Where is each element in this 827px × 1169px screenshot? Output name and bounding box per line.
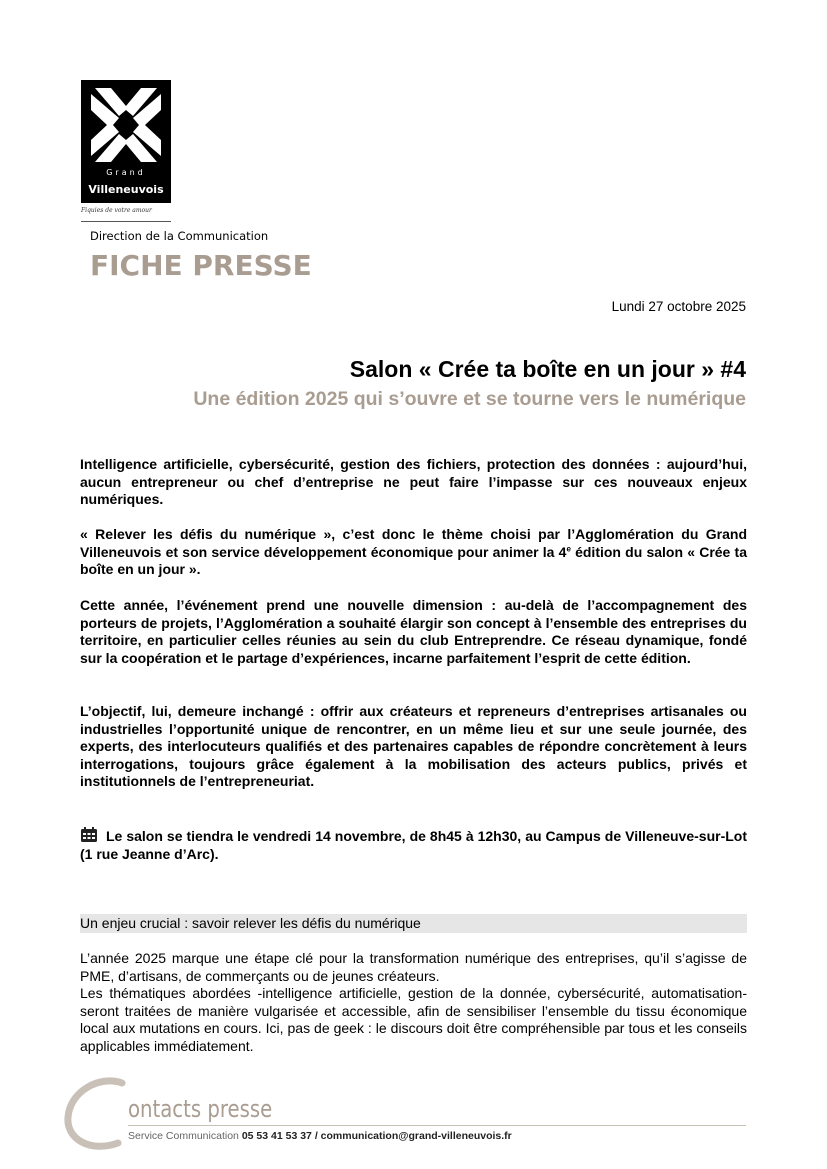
- contact-line: [128, 1130, 512, 1142]
- logo-mark: [81, 80, 171, 203]
- dimension-paragraph: Cette année, l’événement prend une nouvelle dimension : au-delà de l’accompagnement des porteurs de projets, l’Agglomération a souhaité élargir son concept à l’ensemble des entreprises du territoire, en particulier celles réunies au sein du club Entreprendre. Ce réseau dynamique, fondé sur la coopération et le partage d’expériences, incarne parfaitement l’esprit de cette édition.: [80, 597, 747, 666]
- calendar-icon: [80, 827, 98, 843]
- publication-date: Lundi 27 octobre 2025: [611, 299, 746, 314]
- press-release-subtitle: Une édition 2025 qui s’ouvre et se tourne vers le numérique: [193, 388, 746, 410]
- ordinal-suffix: e: [566, 543, 571, 553]
- logo-grand-text: Grand: [106, 168, 146, 177]
- phone-number: 05 53 41 53 37: [241, 1130, 312, 1142]
- intro-paragraph: Intelligence artificielle, cybersécurité, gestion des fichiers, protection des données : aujourd’hui, aucun entrepreneur ou chef d’entreprise ne peut faire l’impasse sur ces nouveaux enjeux numériques.: [80, 456, 747, 508]
- section-paragraph-1: L’année 2025 marque une étape clé pour la transformation numérique des entreprises, qu’il s’agisse de PME, d’artisans, de commerçants ou de jeunes créateurs.: [80, 950, 747, 984]
- document-type-heading: FICHE PRESSE: [90, 249, 312, 282]
- section-title: Un enjeu crucial : savoir relever les défis du numérique: [80, 915, 421, 931]
- department-label: Direction de la Communication: [90, 229, 269, 243]
- footer-divider: [128, 1125, 746, 1126]
- logo-divider: [81, 221, 171, 222]
- logo-city-text: Villeneuvois: [88, 183, 164, 196]
- theme-paragraph: [80, 526, 747, 579]
- press-release-title: Salon « Crée ta boîte en un jour » #4: [349, 356, 746, 382]
- theme-text-start: « Relever les défis du numérique », c’est donc le thème choisi par l’Agglomération du Grand Villeneuvois et son service développement économique pour animer la 4: [80, 526, 747, 560]
- event-details: [80, 827, 747, 863]
- event-text: Le salon se tiendra le vendredi 14 novembre, de 8h45 à 12h30, au Campus de Villeneuve-sur-Lot (1 rue Jeanne d’Arc).: [80, 828, 747, 862]
- objective-paragraph: L’objectif, lui, demeure inchangé : offrir aux créateurs et repreneurs d’entreprises artisanales ou industrielles l’opportunité unique de rencontrer, en un même lieu et sur une seule journée, des experts, des interlocuteurs qualifiés et des partenaires capables de répondre concrètement à leurs interrogations, toujours grâce également à la mobilisation des acteurs publics, privés et institutionnels de l’entrepreneuriat.: [80, 703, 747, 790]
- email-link[interactable]: communication@grand-villeneuvois.fr: [320, 1130, 512, 1142]
- organization-logo: [81, 80, 171, 223]
- logo-tagline: Fiquies de votre amour: [81, 207, 152, 214]
- theme-text-end: édition du salon « Crée ta boîte en un jour ».: [80, 543, 747, 578]
- section-paragraph-2: Les thématiques abordées -intelligence artificielle, gestion de la donnée, cybersécurité, automatisation- seront traitées de manière vulgarisée et accessible, afin de sensibiliser l’ensemble du tissu économique local aux mutations en cours. Ici, pas de geek : le discours doit être compréhensible par tous et les conseils applicables immédiatement.: [80, 985, 747, 1054]
- contacts-heading: ontacts presse: [128, 1095, 273, 1123]
- service-name: Service Communication: [128, 1130, 239, 1142]
- separator: /: [314, 1130, 318, 1142]
- x-logo-icon: [81, 80, 171, 170]
